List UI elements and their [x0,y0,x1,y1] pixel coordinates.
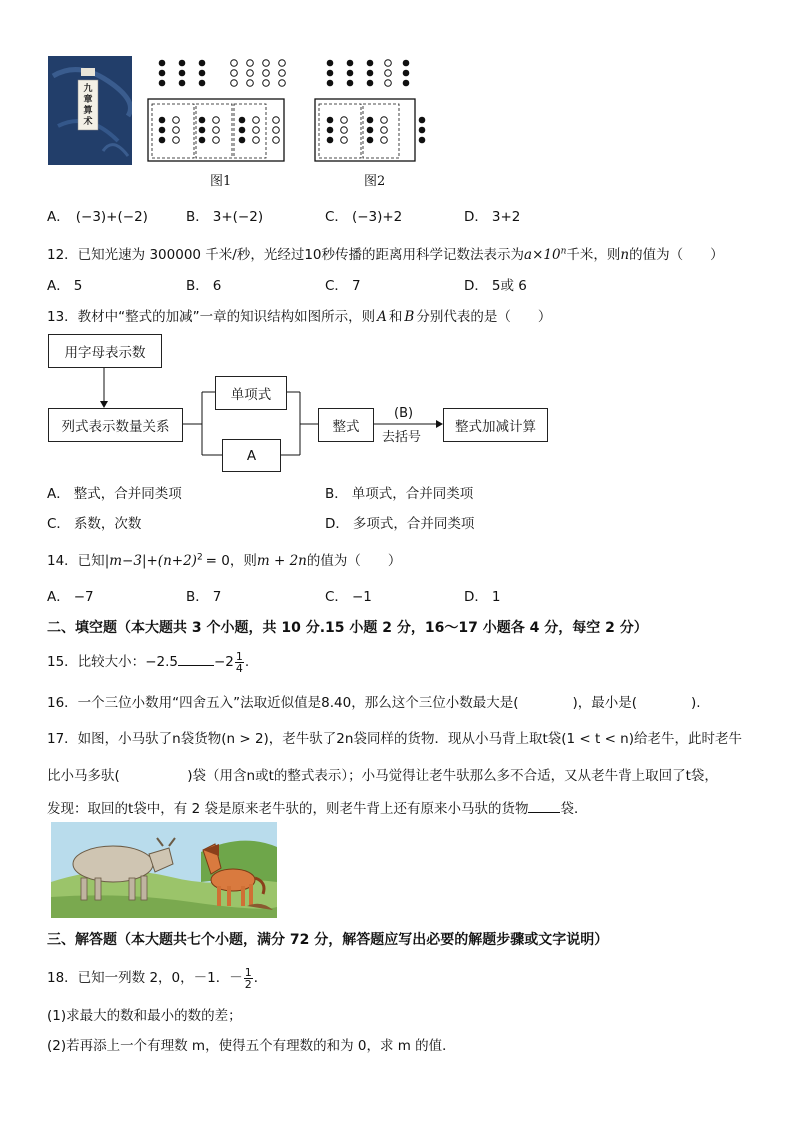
q18-part-2: (2)若再添上一个有理数 m，使得五个有理数的和为 0，求 m 的值． [47,1038,456,1054]
q14-option-c[interactable]: C． −1 [325,589,372,605]
q18-fraction: $\frac{1}{2}$ [244,965,252,991]
q13-option-a[interactable]: A． 整式，合并同类项 [47,486,182,502]
diagram-label-brackets: 去括号 [382,430,422,445]
q12-option-b[interactable]: B． 6 [186,278,222,294]
q11-option-d[interactable]: D． 3+2 [464,209,521,225]
q12-option-c[interactable]: C． 7 [325,278,361,294]
cow-horse-illustration [51,822,277,918]
figure-2-caption: 图2 [364,174,386,189]
q12-option-a[interactable]: A． 5 [47,278,83,294]
q11-option-b[interactable]: B． 3+(−2) [186,209,264,225]
q17-answer-blank[interactable] [528,800,560,813]
diagram-box-calc: 整式加减计算 [443,408,548,442]
diagram-box-a: A [222,439,281,472]
q13-stem: 13．教材中“整式的加减”一章的知识结构如图所示，则 A 和 B 分别代表的是（ ） [47,309,552,325]
q14-option-a[interactable]: A． −7 [47,589,94,605]
q15-answer-blank[interactable] [178,653,214,666]
q15-stem: 15．比较大小：−2.5 −2 $\frac{1}{4}$ . [47,649,250,675]
diagram-box-letters: 用字母表示数 [48,334,162,368]
q16-stem: 16．一个三位小数用“四舍五入”法取近似值是8.40，那么这个三位小数最大是( )，最小是( ). [47,695,701,711]
q11-option-c[interactable]: C． (−3)+2 [325,209,403,225]
q11-option-a[interactable]: A． (−3)+(−2) [47,209,148,225]
diagram-box-polynomial: 整式 [318,408,374,442]
q14-stem: 14．已知$|m-3|+(n+2)^2 = 0$，则m + 2n的值为（ ） [47,552,402,569]
book-title: 九章算术 [83,84,93,127]
section-2-heading: 二、填空题（本大题共 3 个小题，共 10 分.15 小题 2 分，16～17 小题各 4 分，每空 2 分） [47,620,648,636]
q17-line-3: 发现：取回的t袋中，有 2 袋是原来老牛驮的，则老牛背上还有原来小马驮的货物 袋． [47,801,588,817]
q17-line-1: 17．如图，小马驮了n袋货物(n > 2)，老牛驮了2n袋同样的货物．现从小马背上取t袋(1 < t < n)给老牛，此时老牛 [47,731,743,747]
q15-fraction: $\frac{1}{4}$ [235,649,243,675]
q18-stem: 18．已知一列数 2，0，－1．－ $\frac{1}{2}$ ． [47,965,268,991]
section-3-heading: 三、解答题（本大题共七个小题，满分 72 分，解答题应写出必要的解题步骤或文字说明） [47,932,609,948]
q13-option-b[interactable]: B． 单项式，合并同类项 [325,486,474,502]
q12-option-d[interactable]: D． 5或 6 [464,278,527,294]
diagram-box-monomial: 单项式 [215,376,287,410]
diagram-label-b: (B) [394,406,414,421]
q13-option-c[interactable]: C． 系数，次数 [47,516,142,532]
q12-stem: 12．已知光速为 300000 千米/秒，光经过10秒传播的距离用科学记数法表示为$a\times 10^n$千米，则n的值为（ ） [47,246,724,263]
q13-option-d[interactable]: D． 多项式，合并同类项 [325,516,475,532]
q14-option-d[interactable]: D． 1 [464,589,501,605]
q18-part-1: (1)求最大的数和最小的数的差； [47,1008,242,1024]
q17-line-2: 比小马多驮( )袋（用含n或t的整式表示）；小马觉得让老牛驮那么多不合适，又从老牛背上取回了t袋， [47,768,718,784]
figure-1-caption: 图1 [210,174,232,189]
diagram-box-relation: 列式表示数量关系 [48,408,183,442]
q14-option-b[interactable]: B． 7 [186,589,222,605]
